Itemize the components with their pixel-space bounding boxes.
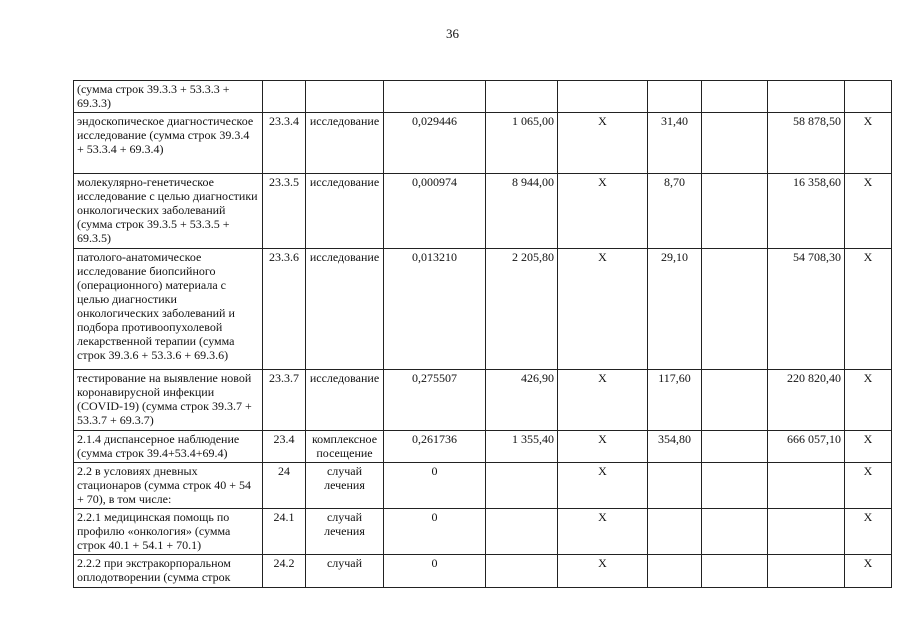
table-cell-c8 bbox=[702, 81, 768, 113]
table-cell-c7 bbox=[648, 509, 702, 555]
table-cell-name: молекулярно-генетическое исследование с целью диагностики онкологических заболеваний (сумма строк 39.3.5 + 53.3.5 + 69.3.5) bbox=[74, 174, 263, 249]
table-cell-c7: 354,80 bbox=[648, 431, 702, 463]
table-cell-c4: 0 bbox=[384, 463, 486, 509]
table-cell-unit: случай лечения bbox=[306, 463, 384, 509]
table-cell-c6: X bbox=[558, 113, 648, 174]
table-row bbox=[74, 555, 892, 588]
table-cell-c7: 117,60 bbox=[648, 370, 702, 431]
table-cell-c4: 0,029446 bbox=[384, 113, 486, 174]
table-cell-c6: X bbox=[558, 174, 648, 249]
table-cell-unit bbox=[306, 81, 384, 113]
table-cell-c5: 426,90 bbox=[486, 370, 558, 431]
table-cell-c10: X bbox=[845, 555, 892, 588]
table-cell-unit: комплексное посещение bbox=[306, 431, 384, 463]
table-row bbox=[74, 509, 892, 555]
table-cell-code: 23.4 bbox=[263, 431, 306, 463]
table-cell-c8 bbox=[702, 113, 768, 174]
table-cell-c10: X bbox=[845, 370, 892, 431]
table-cell-c5: 1 065,00 bbox=[486, 113, 558, 174]
table-cell-c5 bbox=[486, 509, 558, 555]
table-cell-c5 bbox=[486, 555, 558, 588]
table-cell-c10 bbox=[845, 81, 892, 113]
table-cell-c4: 0,000974 bbox=[384, 174, 486, 249]
table-cell-name: 2.2 в условиях дневных стационаров (сумма строк 40 + 54 + 70), в том числе: bbox=[74, 463, 263, 509]
table-cell-code: 23.3.4 bbox=[263, 113, 306, 174]
table-cell-code: 23.3.5 bbox=[263, 174, 306, 249]
table-cell-c5 bbox=[486, 81, 558, 113]
table-cell-c9: 666 057,10 bbox=[768, 431, 845, 463]
table-cell-unit: исследование bbox=[306, 249, 384, 370]
table-cell-c9 bbox=[768, 81, 845, 113]
table-cell-c7 bbox=[648, 463, 702, 509]
table-cell-c7 bbox=[648, 81, 702, 113]
table-row bbox=[74, 370, 892, 431]
data-table bbox=[73, 80, 892, 588]
table-cell-c6: X bbox=[558, 463, 648, 509]
table-cell-c4: 0,261736 bbox=[384, 431, 486, 463]
table-cell-c6: X bbox=[558, 249, 648, 370]
table-cell-c8 bbox=[702, 463, 768, 509]
table-cell-unit: случай лечения bbox=[306, 509, 384, 555]
table-cell-name: 2.2.1 медицинская помощь по профилю «онкология» (сумма строк 40.1 + 54.1 + 70.1) bbox=[74, 509, 263, 555]
table-cell-code: 24.2 bbox=[263, 555, 306, 588]
table-cell-c9: 16 358,60 bbox=[768, 174, 845, 249]
table-cell-c4: 0 bbox=[384, 509, 486, 555]
table-cell-c6: X bbox=[558, 431, 648, 463]
table-cell-c10: X bbox=[845, 113, 892, 174]
table-cell-name: тестирование на выявление новой коронавирусной инфекции (COVID-19) (сумма строк 39.3.7 + 53.3.7 + 69.3.7) bbox=[74, 370, 263, 431]
table-cell-c7 bbox=[648, 555, 702, 588]
table-cell-c9: 54 708,30 bbox=[768, 249, 845, 370]
table-cell-c8 bbox=[702, 431, 768, 463]
table-cell-c5: 2 205,80 bbox=[486, 249, 558, 370]
table-cell-code: 24 bbox=[263, 463, 306, 509]
page-number: 36 bbox=[446, 26, 459, 41]
table-cell-c8 bbox=[702, 249, 768, 370]
table-cell-c4: 0 bbox=[384, 555, 486, 588]
table-cell-c9 bbox=[768, 509, 845, 555]
table-cell-name: патолого-анатомическое исследование биопсийного (операционного) материала с целью диагностики онкологических заболеваний и подбора противоопухолевой лекарственной терапии (сумма строк 39.3.6 + 53.3.6 + 69.3.6) bbox=[74, 249, 263, 370]
table-cell-c5: 1 355,40 bbox=[486, 431, 558, 463]
table-cell-c6 bbox=[558, 81, 648, 113]
table-cell-c7: 31,40 bbox=[648, 113, 702, 174]
table-cell-c8 bbox=[702, 509, 768, 555]
table-row bbox=[74, 249, 892, 370]
table-cell-c6: X bbox=[558, 509, 648, 555]
table-cell-name: эндоскопическое диагностическое исследование (сумма строк 39.3.4 + 53.3.4 + 69.3.4) bbox=[74, 113, 263, 174]
table-cell-c10: X bbox=[845, 509, 892, 555]
table-cell-c9 bbox=[768, 555, 845, 588]
table-cell-c6: X bbox=[558, 370, 648, 431]
table-cell-c4: 0,275507 bbox=[384, 370, 486, 431]
table-cell-unit: случай bbox=[306, 555, 384, 588]
table-cell-name: (сумма строк 39.3.3 + 53.3.3 + 69.3.3) bbox=[74, 81, 263, 113]
table-cell-code: 24.1 bbox=[263, 509, 306, 555]
table-cell-c10: X bbox=[845, 431, 892, 463]
table-cell-c7: 29,10 bbox=[648, 249, 702, 370]
table-cell-code: 23.3.6 bbox=[263, 249, 306, 370]
table-row bbox=[74, 431, 892, 463]
table-cell-code bbox=[263, 81, 306, 113]
table-cell-name: 2.1.4 диспансерное наблюдение (сумма строк 39.4+53.4+69.4) bbox=[74, 431, 263, 463]
table-cell-name: 2.2.2 при экстракорпоральном оплодотворении (сумма строк bbox=[74, 555, 263, 588]
table-cell-c7: 8,70 bbox=[648, 174, 702, 249]
table-cell-c10: X bbox=[845, 174, 892, 249]
table-row bbox=[74, 113, 892, 174]
table-cell-c10: X bbox=[845, 249, 892, 370]
table-cell-c6: X bbox=[558, 555, 648, 588]
table-cell-c8 bbox=[702, 174, 768, 249]
table-cell-c10: X bbox=[845, 463, 892, 509]
table-cell-c8 bbox=[702, 555, 768, 588]
table-cell-c9: 58 878,50 bbox=[768, 113, 845, 174]
table-cell-c4 bbox=[384, 81, 486, 113]
table-cell-c8 bbox=[702, 370, 768, 431]
table-row bbox=[74, 463, 892, 509]
table-cell-c5 bbox=[486, 463, 558, 509]
table-cell-unit: исследование bbox=[306, 174, 384, 249]
table-cell-unit: исследование bbox=[306, 370, 384, 431]
table-cell-unit: исследование bbox=[306, 113, 384, 174]
table-cell-c9: 220 820,40 bbox=[768, 370, 845, 431]
table-row bbox=[74, 81, 892, 113]
table-row bbox=[74, 174, 892, 249]
table-cell-c9 bbox=[768, 463, 845, 509]
table-cell-c5: 8 944,00 bbox=[486, 174, 558, 249]
table-cell-c4: 0,013210 bbox=[384, 249, 486, 370]
table-cell-code: 23.3.7 bbox=[263, 370, 306, 431]
